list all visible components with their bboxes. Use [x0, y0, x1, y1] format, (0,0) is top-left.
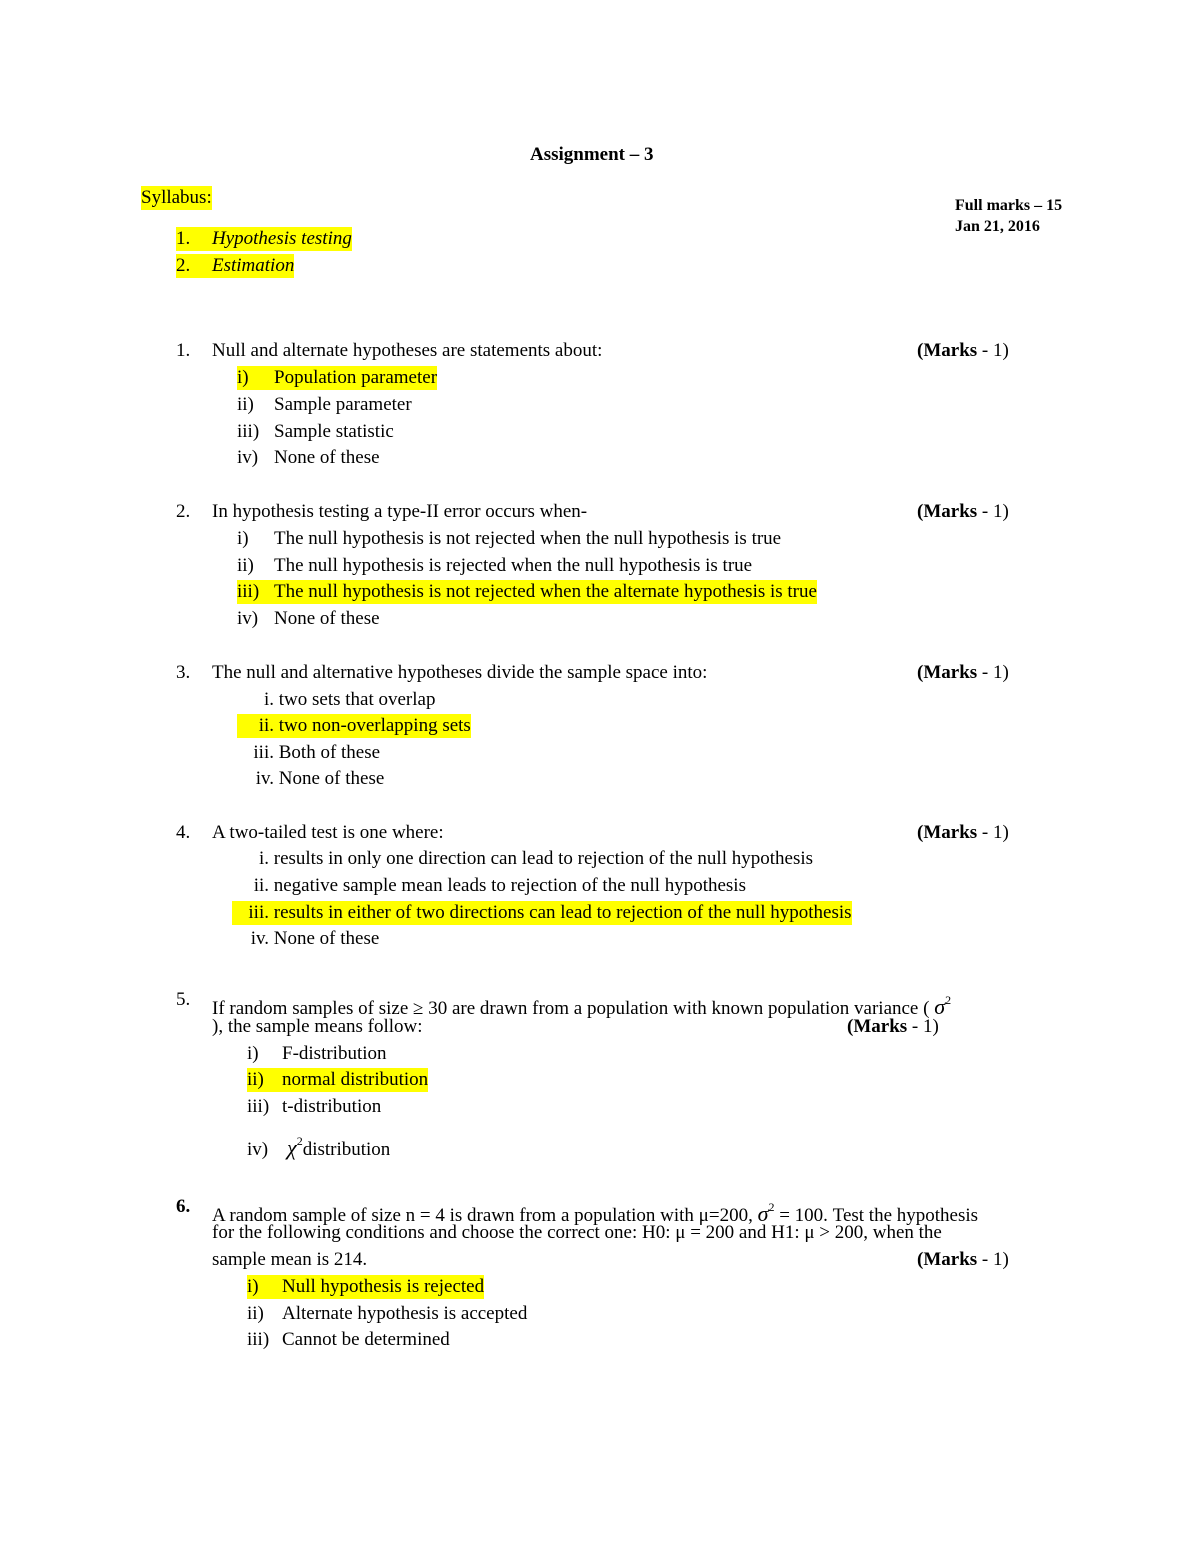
option-text: Null hypothesis is rejected: [282, 1276, 485, 1297]
option-label: ii): [237, 555, 254, 576]
question-text-line: sample mean is 214.: [212, 1249, 368, 1270]
option-text: results in only one direction can lead to rejection of the null hypothesis: [273, 848, 814, 869]
option: [237, 527, 781, 551]
marks-label: (Marks - 1): [917, 822, 1009, 843]
option-text: results in either of two directions can lead to rejection of the null hypothesis: [273, 902, 852, 923]
option-text: Sample parameter: [274, 394, 412, 415]
marks-label: (Marks - 1): [847, 1016, 939, 1037]
option: [247, 1328, 450, 1352]
option: [247, 1095, 381, 1119]
option-text: Sample statistic: [274, 421, 394, 442]
question-number: 4.: [176, 822, 191, 843]
option-text: negative sample mean leads to rejection of the null hypothesis: [273, 875, 746, 896]
option-text: two sets that overlap: [278, 689, 436, 710]
option: [237, 366, 437, 390]
option-label: i): [247, 1043, 259, 1064]
option-label: iii.: [248, 902, 269, 923]
option: [247, 1068, 428, 1092]
option-text: The null hypothesis is not rejected when the alternate hypothesis is true: [274, 581, 817, 602]
option: [237, 446, 380, 470]
marks-label: (Marks - 1): [917, 662, 1009, 683]
question-number: 2.: [176, 501, 191, 522]
option-text: t-distribution: [282, 1096, 382, 1117]
option: [237, 580, 817, 604]
option-label: ii.: [253, 875, 269, 896]
question-text: Null and alternate hypotheses are statements about:: [212, 340, 603, 361]
option: [237, 420, 394, 444]
option-text: None of these: [274, 608, 380, 629]
superscript: 2: [768, 1200, 775, 1214]
syllabus-item-num: 2.: [176, 255, 191, 276]
syllabus-item-text: Estimation: [212, 255, 295, 276]
syllabus-item-num: 1.: [176, 228, 191, 249]
syllabus-item: [176, 227, 352, 251]
option: [237, 741, 380, 765]
question-text: A two-tailed test is one where:: [212, 822, 444, 843]
option-label: i.: [263, 689, 274, 710]
option-text: None of these: [273, 928, 380, 949]
option-text: Alternate hypothesis is accepted: [282, 1303, 528, 1324]
syllabus-item-text: Hypothesis testing: [212, 228, 352, 249]
sigma-symbol: σ: [757, 1201, 769, 1226]
full-marks: Full marks – 15: [955, 197, 1063, 214]
option-text: The null hypothesis is not rejected when the null hypothesis is true: [274, 528, 782, 549]
option-text: distribution: [302, 1139, 391, 1160]
page-title: Assignment – 3: [530, 144, 654, 165]
option: [247, 1275, 484, 1299]
option-text: None of these: [278, 768, 385, 789]
option-label: iv): [237, 447, 259, 468]
option-text: normal distribution: [282, 1069, 429, 1090]
superscript: 2: [296, 1134, 303, 1148]
option-text: Cannot be determined: [282, 1329, 450, 1350]
option: [247, 1129, 390, 1162]
question-number: 6.: [176, 1196, 191, 1217]
question-text: The null and alternative hypotheses divide the sample space into:: [212, 662, 708, 683]
question-text-line: for the following conditions and choose the correct one: H0: μ = 200 and H1: μ > 200, when the: [212, 1222, 942, 1243]
option-text: Both of these: [278, 742, 381, 763]
option-label: iii): [247, 1329, 270, 1350]
chi-symbol: χ: [287, 1135, 297, 1160]
option: [247, 1302, 527, 1326]
option-label: iv.: [250, 928, 269, 949]
option-label: iv): [247, 1139, 269, 1160]
question-number: 5.: [176, 989, 191, 1010]
option-label: iii): [247, 1096, 270, 1117]
option: [232, 874, 746, 898]
option: [237, 393, 412, 417]
question-text: A random sample of size n = 4 is drawn from a population with μ=200,: [212, 1205, 753, 1226]
option: [232, 847, 813, 871]
syllabus-label: Syllabus:: [141, 187, 212, 208]
option-label: i): [237, 528, 249, 549]
option-text: two non-overlapping sets: [278, 715, 471, 736]
option: [237, 767, 384, 791]
option-label: i.: [258, 848, 269, 869]
option: [232, 901, 852, 925]
marks-label: (Marks - 1): [917, 1249, 1009, 1270]
option: [237, 714, 471, 738]
marks-label: (Marks - 1): [917, 501, 1009, 522]
option-label: iii): [237, 581, 260, 602]
option-text: Population parameter: [274, 367, 438, 388]
option-label: ii): [237, 394, 254, 415]
option: [232, 927, 379, 951]
superscript: 2: [945, 993, 952, 1007]
option-label: ii.: [258, 715, 274, 736]
option-label: iv.: [255, 768, 274, 789]
option-text: The null hypothesis is rejected when the null hypothesis is true: [274, 555, 753, 576]
exam-date: Jan 21, 2016: [955, 218, 1040, 235]
option-label: i): [237, 367, 249, 388]
option: [247, 1042, 387, 1066]
option: [237, 688, 435, 712]
option-label: iv): [237, 608, 259, 629]
option-label: i): [247, 1276, 259, 1297]
question-number: 1.: [176, 340, 191, 361]
option-label: ii): [247, 1069, 264, 1090]
option-label: iii.: [253, 742, 274, 763]
syllabus-item: [176, 254, 294, 278]
question-text: If random samples of size ≥ 30 are drawn from a population with known population variance (: [212, 998, 930, 1019]
option: [237, 607, 380, 631]
option: [237, 554, 752, 578]
option-label: ii): [247, 1303, 264, 1324]
question-text: = 100. Test the hypothesis: [779, 1205, 979, 1226]
marks-label: (Marks - 1): [917, 340, 1009, 361]
option-text: None of these: [274, 447, 380, 468]
option-label: iii): [237, 421, 260, 442]
option-text: F-distribution: [282, 1043, 387, 1064]
question-text-line: ), the sample means follow:: [212, 1016, 423, 1037]
question-text: In hypothesis testing a type-II error occurs when-: [212, 501, 588, 522]
question-number: 3.: [176, 662, 191, 683]
sigma-symbol: σ: [934, 994, 946, 1019]
